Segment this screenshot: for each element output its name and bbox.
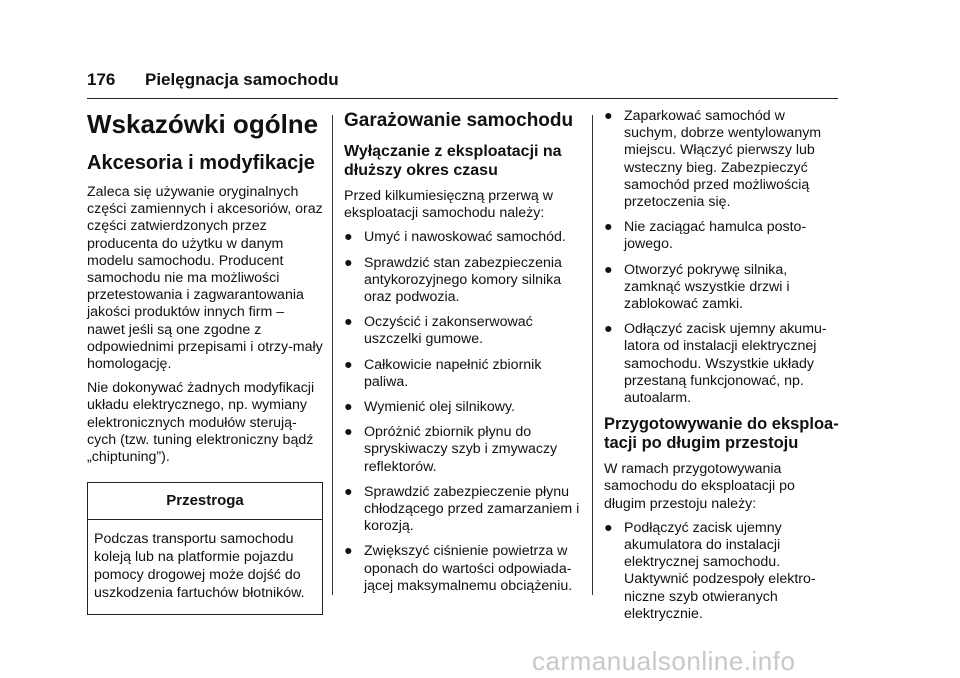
page-header: [87, 68, 838, 99]
caution-title: Przestroga: [88, 483, 322, 520]
bullet-icon: ●: [604, 261, 613, 278]
caution-text: Podczas transportu samochodu koleją lub na platformie pojazdu pomocy drogowej może dojść do uszkodzenia fartuchów błotników.: [94, 531, 305, 602]
column-left: [87, 108, 323, 615]
heading-general-tips: Wskazówki ogólne: [87, 109, 319, 139]
bullet-icon: ●: [344, 314, 353, 331]
bullet-icon: ●: [344, 254, 353, 271]
intro-text: Przed kilkumiesięczną przerwą w eksploatacji samochodu należy:: [344, 188, 553, 222]
paragraph: Zaleca się używanie oryginalnych części zamiennych i akcesoriów, oraz części zatwierdzonych przez producenta do użytku w danym modelu samochodu. Producent samochodu nie ma możliwości przetestowania i zagwarantowania jakości produktów innych firm – nawet jeśli są one zgodne z odpowiednimi przepisami i otrzy-mały homologację.: [87, 184, 323, 373]
list-item: ● Całkowicie napełnić zbiornik paliwa.: [344, 356, 542, 390]
bullet-list: [604, 108, 840, 407]
section-title: Pielęgnacja samochodu: [145, 70, 339, 89]
intro-text: W ramach przygotowywania samochodu do eksploatacji po długim przestoju należy:: [604, 461, 795, 512]
list-item: ● Opróżnić zbiornik płynu do spryskiwaczy szyb i zmywaczy reflektorów.: [344, 424, 558, 475]
column-middle: [344, 108, 580, 603]
list-item: ● Oczyścić i zakonserwować uszczelki gumowe.: [344, 314, 533, 348]
list-item: ● Odłączyć zacisk ujemny akumu-latora od instalacji elektrycznej samochodu. Wszystkie układy przestaną funkcjonować, np. autoalarm.: [604, 321, 827, 407]
bullet-list: [344, 229, 580, 595]
paragraph: Nie dokonywać żadnych modyfikacji układu elektrycznego, np. wymiany elektronicznych modułów sterują-cych (tzw. tuning elektroniczny bądź „chiptuning”).: [87, 380, 315, 466]
bullet-icon: ●: [604, 108, 613, 124]
bullet-icon: ●: [604, 519, 613, 536]
page-number: 176: [87, 70, 116, 89]
column-divider: [332, 115, 333, 595]
caution-box: [87, 482, 323, 615]
list-item: ● Sprawdzić stan zabezpieczenia antykorozyjnego komory silnika oraz podwozia.: [344, 254, 562, 306]
list-item: ● Sprawdzić zabezpieczenie płynu chłodzącego przed zamarzaniem i korozją.: [344, 483, 580, 535]
list-item: ● Zwiększyć ciśnienie powietrza w oponach do wartości odpowiada-jącej maksymalnemu obciążeniu.: [344, 543, 573, 594]
list-item: ● Zaparkować samochód w suchym, dobrze wentylowanym miejscu. Włączyć pierwszy lub wsteczny bieg. Zabezpieczyć samochód przed możliwością przetoczenia się.: [604, 108, 822, 211]
list-item: ● Umyć i nawoskować samochód.: [344, 229, 566, 246]
heading-accessories: Akcesoria i modyfikacje: [87, 152, 315, 174]
list-item: ● Wymienić olej silnikowy.: [344, 399, 515, 416]
column-right: [604, 108, 840, 631]
bullet-icon: ●: [344, 424, 353, 441]
list-item: ● Otworzyć pokrywę silnika, zamknąć wszystkie drzwi i zablokować zamki.: [604, 261, 790, 313]
bullet-icon: ●: [344, 229, 353, 246]
bullet-icon: ●: [344, 483, 353, 500]
bullet-icon: ●: [344, 399, 353, 416]
heading-garaging: Garażowanie samochodu: [344, 110, 574, 131]
bullet-list: [604, 520, 840, 623]
watermark: carmanualsonline.info: [532, 646, 796, 676]
list-item: ● Podłączyć zacisk ujemny akumulatora do instalacji elektrycznej samochodu. Uaktywnić podzespoły elektro-niczne szyb otwieranych elektrycznie.: [604, 519, 816, 622]
heading-decommission: Wyłączanie z eksploatacji na dłuższy okres czasu: [344, 143, 562, 179]
column-divider: [592, 115, 593, 595]
bullet-icon: ●: [604, 321, 613, 338]
heading-recommission: Przygotowywanie do eksploa-tacji po długim przestoju: [604, 415, 839, 453]
bullet-icon: ●: [604, 219, 613, 236]
list-item: ● Nie zaciągać hamulca posto-jowego.: [604, 219, 807, 253]
bullet-icon: ●: [344, 543, 353, 560]
bullet-icon: ●: [344, 356, 353, 373]
